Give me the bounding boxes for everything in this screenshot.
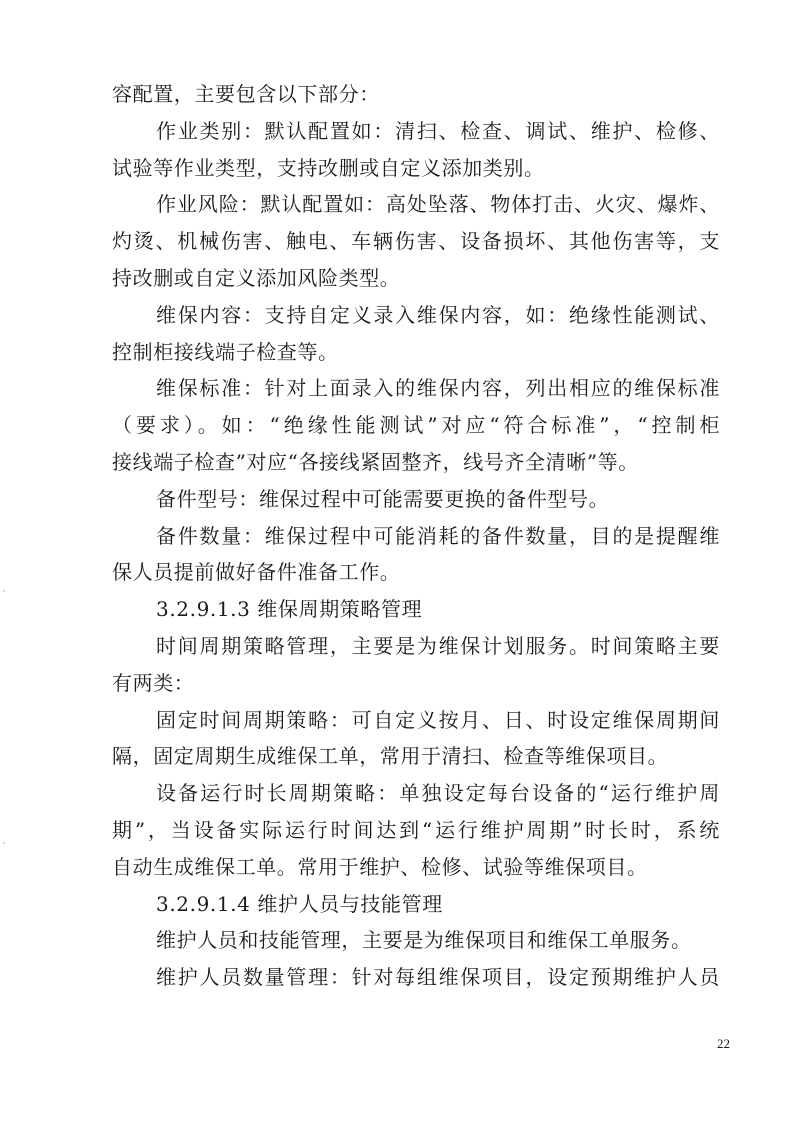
text-line: 接线端子检查”对应“各接线紧固整齐，线号齐全清晰”等。	[112, 449, 639, 474]
text-line: 隔，固定周期生成维保工单，常用于清扫、检查等维保项目。	[112, 744, 669, 769]
scan-mark	[3, 590, 5, 592]
text-line: 备件型号：维保过程中可能需要更换的备件型号。	[156, 486, 610, 511]
text-line: 备件数量：维保过程中可能消耗的备件数量，目的是提醒维	[156, 523, 720, 548]
text-line: 保人员提前做好备件准备工作。	[112, 560, 401, 585]
text-line: 作业风险：默认配置如：高处坠落、物体打击、火灾、爆炸、	[156, 192, 720, 217]
text-line: 作业类别：默认配置如：清扫、检查、调试、维护、检修、	[156, 118, 720, 143]
text-line: 期”，当设备实际运行时间达到“运行维护周期”时长时，系统	[112, 817, 720, 842]
section-heading: 3.2.9.1.3 维保周期策略管理	[156, 597, 423, 622]
text-line: 灼烫、机械伤害、触电、车辆伤害、设备损坏、其他伤害等，支	[112, 229, 720, 254]
text-line: 试验等作业类型，支持改删或自定义添加类别。	[112, 155, 545, 180]
text-line: 设备运行时长周期策略：单独设定每台设备的“运行维护周	[156, 781, 720, 806]
text-line: 时间周期策略管理，主要是为维保计划服务。时间策略主要	[156, 633, 720, 658]
text-line: 固定时间周期策略：可自定义按月、日、时设定维保周期间	[156, 707, 720, 732]
section-heading: 3.2.9.1.4 维护人员与技能管理	[156, 891, 443, 916]
page-number: 22	[717, 1036, 730, 1051]
text-line: 控制柜接线端子检查等。	[112, 339, 339, 364]
text-line: 维保标准：针对上面录入的维保内容，列出相应的维保标准	[156, 376, 720, 401]
text-line: 维保内容：支持自定义录入维保内容，如：绝缘性能测试、	[156, 302, 720, 327]
text-line: 维护人员和技能管理，主要是为维保项目和维保工单服务。	[156, 928, 692, 953]
text-line: 维护人员数量管理：针对每组维保项目，设定预期维护人员	[156, 965, 720, 990]
scan-mark	[3, 842, 5, 844]
text-line: 自动生成维保工单。常用于维护、检修、试验等维保项目。	[112, 854, 648, 879]
text-line: （要求）。如：“绝缘性能测试”对应“符合标准”，“控制柜	[112, 413, 720, 438]
document-body	[112, 76, 720, 996]
text-line: 持改删或自定义添加风险类型。	[112, 265, 401, 290]
text-line: 有两类：	[112, 670, 195, 695]
text-line: 容配置，主要包含以下部分：	[112, 82, 380, 106]
